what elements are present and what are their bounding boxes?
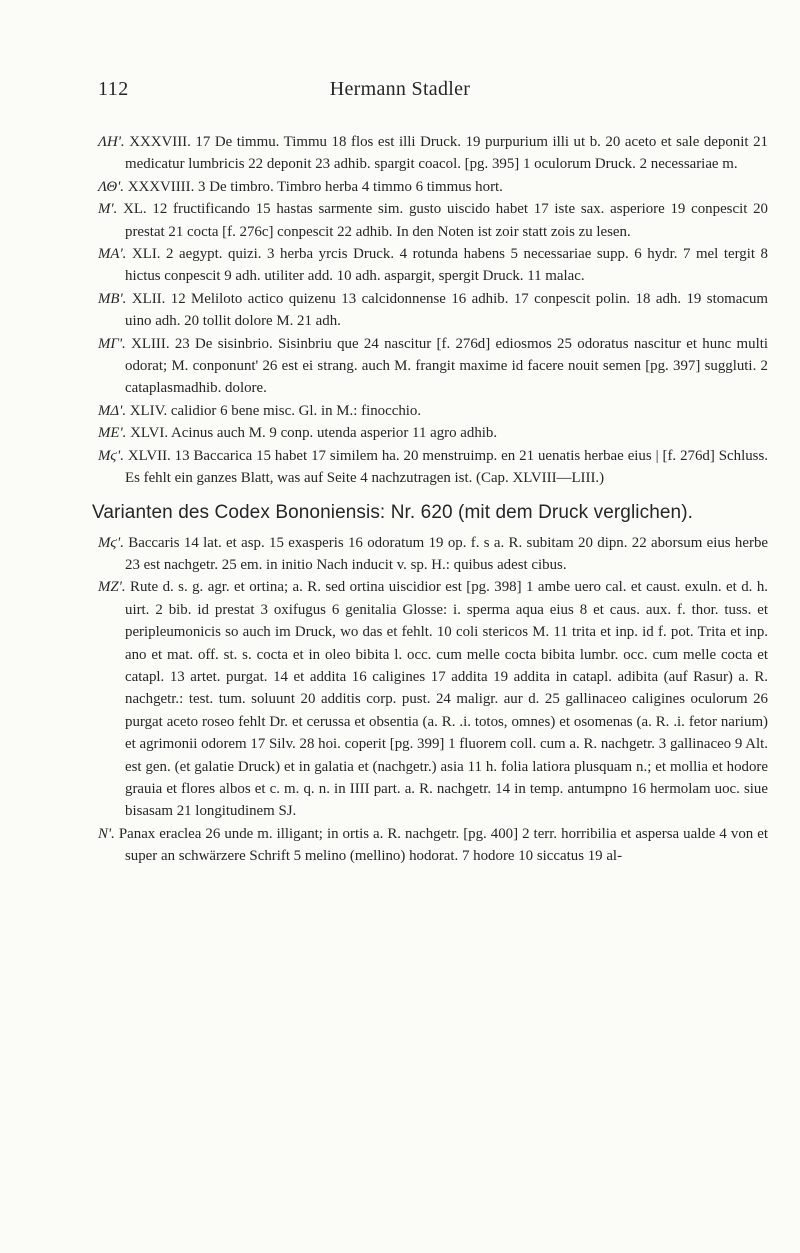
apparatus-entry [98,198,768,243]
entry-text: XXXVIII. 17 De timmu. Timmu 18 flos est illi Druck. 19 purpurium illi ut b. 20 aceto et sale deponit 21 medicatur lumbricis 22 deponit 23 adhib. spargit coacol. [pg. 395] 1 oculorum Druck. 2 necessariae m. [125,134,768,173]
apparatus-entry [98,288,768,333]
entry-text: XLII. 12 Meliloto actico quizenu 13 calcidonnense 16 adhib. 17 conpescit polin. 18 adh. 19 stomacum uino adh. 20 tollit dolore M. 21 adh. [125,290,768,330]
apparatus-entry [98,243,768,288]
section-heading: Varianten des Codex Bononiensis: Nr. 620 (mit dem Druck verglichen). [92,501,694,523]
entry-text: Panax eraclea 26 unde m. illigant; in ortis a. R. nachgetr. [pg. 400] 2 terr. horribilia et aspersa ualde 4 von et super an schwärzere Schrift 5 melino (mellino) hodorat. 7 hodore 10 siccatus 19 al- [118,825,768,865]
entry-text: Baccaris 14 lat. et asp. 15 exasperis 16 odoratum 19 op. f. s a. R. subitam 20 dipn. 22 aborsum eius herbe 23 est nachgetr. 25 em. in initio Nach inducit v. sp. H.: quibus adest cibus. [125,534,768,573]
entry-siglum: ΜΖ'. [98,579,126,596]
entry-text: Rute d. s. g. agr. et ortina; a. R. sed ortina uiscidior est [pg. 398] 1 ambe uero cal. et caust. exuln. et d. h. uirt. 2 bib. id prestat 3 oxifugus 6 genitalia Glosse: i. sperma aqua eius 8 et caus. aux. f. thor. tuss. et peripleumonicis so auch im Druck, wo das et fehlt. 10 coli stericos M. 11 trita et inp. id f. pot. Trita et inp. ano et mat. off. st. s. cocta et in oleo bibita l. occ. cum melle cocta bibita lumbr. occ. cum melle cocta et catapl. 13 artet. purgat. 14 et addita 16 caligines 17 addita 19 addita in catapl. adibita (auf Rasur) a. R. nachgetr.: test. tum. soluunt 20 additis corp. pust. 24 maligr. aur d. 25 gallinaceo caligines oculorum 26 purgat aceto roseo fehlt Dr. et cerussa et obsentia (a. R. .i. totos, omnes) et osomenas (a. R. .i. fetor narium) et agrimonii odorem 17 Silv. 28 hoi. coperit [pg. 399] 1 fluorem coll. cum a. R. nachgetr. 3 gallinaceo 9 Alt. est gen. (et galatie Druck) et in galatia et (nachgetr.) asia 11 h. folia latiora plusquam n.; et mollia et hodore grauia et flores albos et c. m. q. n. in IIII part. a. R. nachgetr. 14 in temp. antumpno 16 hermolam uoc. siue bisasam 21 longitudinem SJ. [125,579,768,820]
entry-siglum: ΜΕ'. [98,425,127,442]
variant-entry [98,576,768,822]
apparatus-entry [98,131,768,176]
entry-siglum: Μϛ'. [98,534,124,551]
variant-entry [98,823,768,868]
apparatus-entry [98,400,768,422]
page-body [92,131,768,868]
entry-text: XLVII. 13 Baccarica 15 habet 17 similem ha. 20 menstruimp. en 21 uenatis herbae eius | [f. 276d] Schluss. Es fehlt ein ganzes Blatt, was auf Seite 4 nachzutragen ist. (Cap. XLVIII—LIII.) [125,447,768,487]
entry-siglum: Ν'. [98,825,115,842]
entry-text: XL. 12 fructificando 15 hastas sarmente sim. gusto uiscido habet 17 iste sax. asperiore 19 conpescit 20 prestat 21 cocta [f. 276c] conpescit 22 adhib. In den Noten ist zoir statt zois zu lesen. [123,201,768,240]
running-head: Hermann Stadler [329,78,471,100]
entry-siglum: Μϛ'. [98,447,124,464]
apparatus-entry [98,445,768,490]
entry-text: XLI. 2 aegypt. quizi. 3 herba yrcis Druck. 4 rotunda habens 5 necessariae supp. 6 hydr. 7 mel tergit 8 hictus conpescit 9 adh. utiliter add. 10 adh. aspargit, spergit Druck. 11 malac. [125,246,768,285]
page-header [0,0,800,124]
entry-text: XLIV. calidior 6 bene misc. Gl. in M.: finocchio. [129,402,422,419]
entry-siglum: ΜΔ'. [98,402,127,419]
entry-siglum: ΜΒ'. [98,290,127,307]
page-number: 112 [98,78,129,100]
apparatus-entry [98,422,768,444]
variant-entry [98,532,768,577]
entry-siglum: ΛΘ'. [98,178,125,195]
entry-siglum: ΜΑ'. [98,246,127,263]
entry-text: XLVI. Acinus auch M. 9 conp. utenda asperior 11 agro adhib. [130,425,498,442]
entry-text: XXXVIIII. 3 De timbro. Timbro herba 4 timmo 6 timmus hort. [127,178,503,195]
apparatus-entry [98,176,768,198]
entry-siglum: Μ'. [98,201,118,218]
entry-siglum: ΛΗ'. [98,134,125,150]
entry-siglum: ΜΓ'. [98,335,126,352]
entry-text: XLIII. 23 De sisinbrio. Sisinbriu que 24 nascitur [f. 276d] ediosmos 25 odoratus nascitur et hunc multi odorat; M. conponunt' 26 est ei strang. auch M. frangit maxime id facere nouit semen [pg. 397] suggluti. 2 cataplasmadhib. dolore. [125,335,768,397]
apparatus-entry [98,333,768,400]
